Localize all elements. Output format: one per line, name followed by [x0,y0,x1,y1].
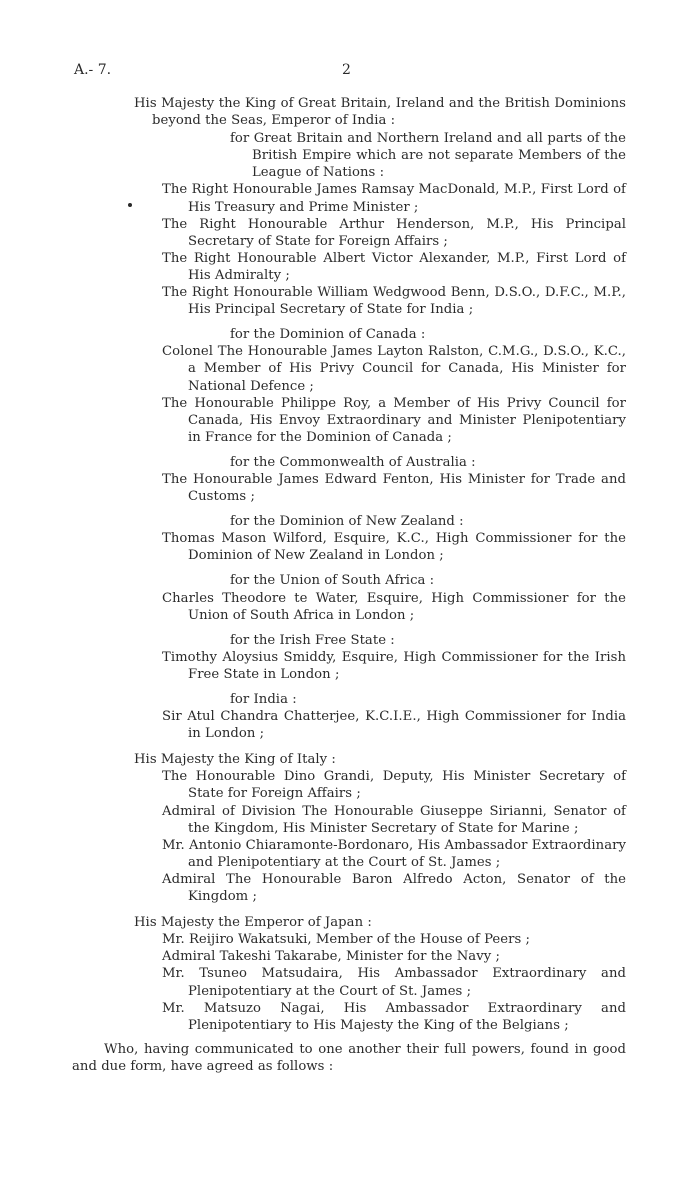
sovereign-great-britain: His Majesty the King of Great Britain, Ireland and the British Dominions beyond the Seas, Emperor of India : [134,96,626,129]
page-number: 2 [342,62,351,78]
representative: The Honourable James Edward Fenton, His Minister for Trade and Customs ; [162,471,626,505]
representative: Sir Atul Chandra Chatterjee, K.C.I.E., High Commissioner for India in London ; [162,709,626,742]
group-label-irish-free-state: for the Irish Free State : [230,632,395,648]
representative: Timothy Aloysius Smiddy, Esquire, High Commissioner for the Irish Free State in London ; [162,649,626,682]
representative: Mr. Reijiro Wakatsuki, Member of the House of Peers ; [162,932,531,948]
representative: Mr. Tsuneo Matsudaira, His Ambassador Extraordinary and Plenipotentiary at the Court of St. James ; [162,966,626,999]
sovereign-japan: His Majesty the Emperor of Japan : [134,915,372,931]
representative: Mr. Antonio Chiaramonte-Bordonaro, His Ambassador Extraordinary and Plenipotentiary at the Court of St. James ; [162,837,626,870]
representative: Thomas Mason Wilford, Esquire, K.C., High Commissioner for the Dominion of New Zealand in London ; [162,531,626,564]
representative: The Honourable Dino Grandi, Deputy, His Minister Secretary of State for Foreign Affairs ; [162,769,626,802]
representative: The Right Honourable Arthur Henderson, M.P., His Principal Secretary of State for Foreign Affairs ; [162,216,626,249]
group-label-south-africa: for the Union of South Africa : [230,573,435,589]
representative: Mr. Matsuzo Nagai, His Ambassador Extraordinary and Plenipotentiary to His Majesty the King of the Belgians ; [162,1000,626,1033]
representative: The Honourable Philippe Roy, a Member of His Privy Council for Canada, His Envoy Extraordinary and Minister Plenipotentiary in France for the Dominion of Canada ; [162,395,626,445]
representative: Admiral of Division The Honourable Giuseppe Sirianni, Senator of the Kingdom, His Minister Secretary of State for Marine ; [162,803,626,836]
representative: The Right Honourable William Wedgwood Benn, D.S.O., D.F.C., M.P., His Principal Secretary of State for India ; [162,285,626,318]
group-label-uk: for Great Britain and Northern Ireland and all parts of the British Empire which are not separate Members of the League of Nations : [230,131,626,181]
representative: Charles Theodore te Water, Esquire, High Commissioner for the Union of South Africa in London ; [162,590,626,623]
document-body [0,95,700,1075]
document-reference: A.- 7. [74,62,112,78]
representative: The Right Honourable Albert Victor Alexander, M.P., First Lord of His Admiralty ; [162,250,626,283]
group-label-canada: for the Dominion of Canada : [230,327,426,343]
representative: The Right Honourable James Ramsay MacDonald, M.P., First Lord of His Treasury and Prime Minister ; [162,182,626,215]
representative: Admiral The Honourable Baron Alfredo Acton, Senator of the Kingdom ; [162,871,626,905]
representative: Colonel The Honourable James Layton Ralston, C.M.G., D.S.O., K.C., a Member of His Privy Council for Canada, His Minister for National Defence ; [162,344,626,394]
closing-paragraph: Who, having communicated to one another their full powers, found in good and due form, have agreed as follows : [72,1041,626,1074]
group-label-new-zealand: for the Dominion of New Zealand : [230,514,464,530]
group-label-australia: for the Commonwealth of Australia : [230,454,476,470]
sovereign-italy: His Majesty the King of Italy : [134,752,336,768]
representative: Admiral Takeshi Takarabe, Minister for the Navy ; [162,949,500,965]
group-label-india: for India : [230,692,297,707]
